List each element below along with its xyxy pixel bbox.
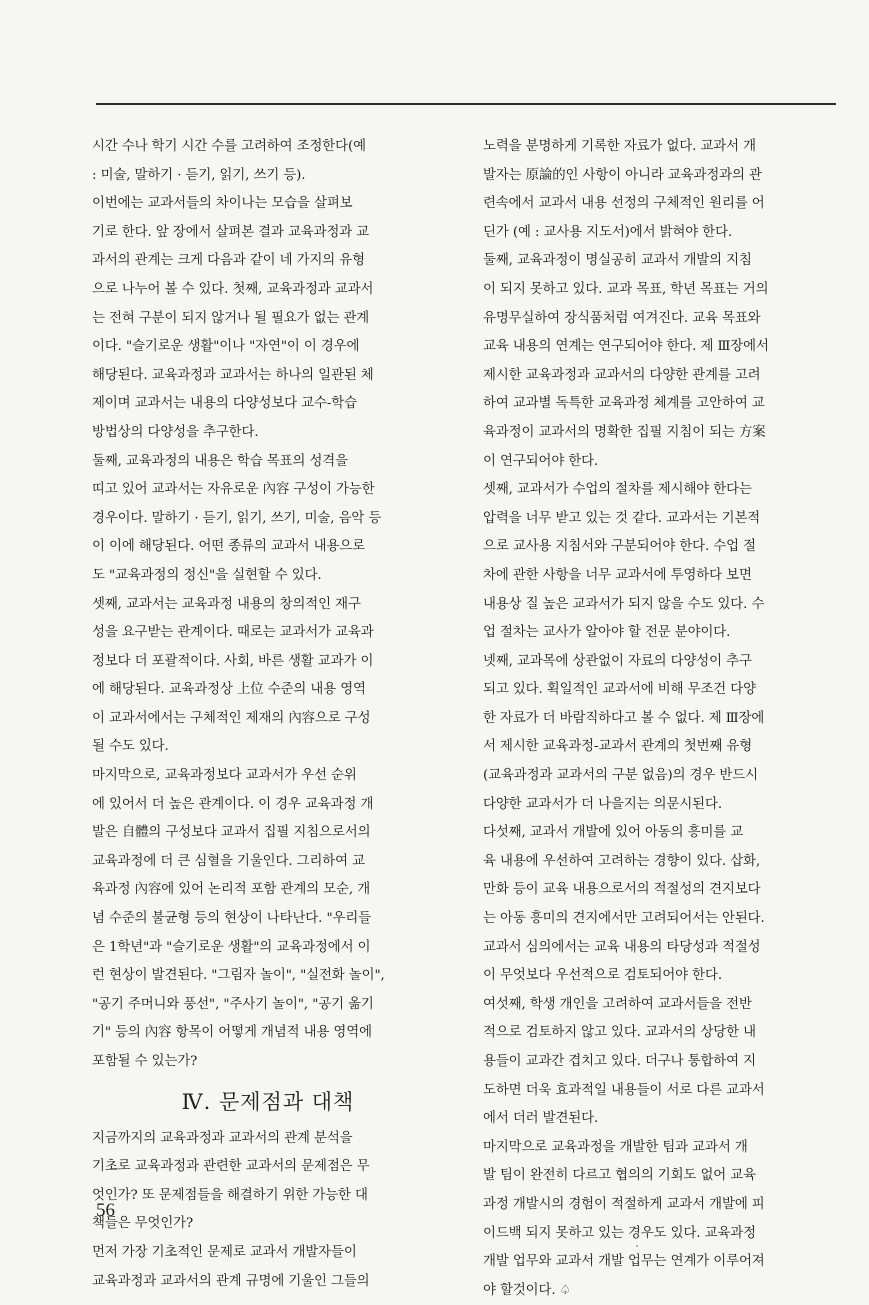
paragraph: 이번에는 교과서들의 차이나는 모습을 살펴보 기로 한다. 앞 장에서 살펴본 결과 교육과정과 교 과서의 관계는 크게 다음과 같이 네 가지의 유형 으로 나누어 볼 수 있다. 첫째, 교육과정과 교과서 는 전혀 구분이 되지 않거나 될 필요가 없는 관계 이다. "슬기로운 생활"이나 "자연"이 이 경우에 해당된다. 교육과정과 교과서는 하나의 일관된 체 제이며 교과서는 내용의 다양성보다 교수-학습 방법상의 다양성을 추구한다.: [92, 196, 374, 440]
paragraph: 먼저 가장 기초적인 문제로 교과서 개발자들이 교육과정과 교과서의 관계 규명에 기울인 그들의: [92, 1244, 370, 1289]
page-number: 56: [96, 1200, 115, 1221]
right-column: [483, 133, 839, 1305]
paragraph: 둘째, 교육과정의 내용은 학습 목표의 성격을 띠고 있어 교과서는 자유로운 內容 구성이 가능한 경우이다. 말하기 · 듣기, 읽기, 쓰기, 미술, 음악 등 이 이에 해당된다. 어떤 종류의 교과서 내용으로 도 "교육과정의 정신"을 실현할 수 있다.: [92, 453, 382, 583]
header-rule: [96, 103, 836, 105]
paragraph: 시간 수나 학기 시간 수를 고려하여 조정한다(예 : 미술, 말하기 · 듣기, 읽기, 쓰기 등).: [92, 139, 366, 183]
paragraph: 셋째, 교과서는 교육과정 내용의 창의적인 재구 성을 요구받는 관계이다. 때로는 교과서가 교육과 정보다 더 포괄적이다. 사회, 바른 생활 교과가 이 에 해당된다. 교육과정상 上位 수준의 내용 영역 이 교과서에서는 구체적인 제재의 內容으로 구성 될 수도 있다.: [92, 596, 374, 755]
paragraph: 지금까지의 교육과정과 교과서의 관계 분석을 기초로 교육과정과 관련한 교과서의 문제점은 무 엇인가? 또 문제점들을 해결하기 위한 가능한 대 책들은 무엇인가?: [92, 1130, 370, 1232]
paragraph: 노력을 분명하게 기록한 자료가 없다. 교과서 개 발자는 原論的인 사항이 아니라 교육과정과의 관 련속에서 교과서 내용 선정의 구체적인 원리를 어 딘가 (예 : 교사용 지도서)에서 밝혀야 한다.: [483, 139, 765, 240]
end-mark-icon: ♤: [559, 1282, 572, 1298]
scan-speck: [636, 1245, 638, 1247]
paragraph: 다섯째, 교과서 개발에 있어 아동의 흥미를 교 육 내용에 우선하여 고려하는 경향이 있다. 삽화, 만화 등이 교육 내용으로서의 적절성의 견지보다 는 아동 흥미의 견지에서만 고려되어서는 안된다. 교과서 심의에서는 교육 내용의 타당성과 적절성 이 무엇보다 우선적으로 검토되어야 한다.: [483, 825, 765, 984]
paragraph: 둘째, 교육과정이 명실공히 교과서 개발의 지침 이 되지 못하고 있다. 교과 목표, 학년 목표는 거의 유명무실하여 장식품처럼 여겨진다. 교육 목표와 교육 내용의 연계는 연구되어야 한다. 제 Ⅲ장에서 제시한 교육과정과 교과서의 다양한 관계를 고려 하여 교과별 독특한 교육과정 체계를 고안하여 교 육과정이 교과서의 명확한 집필 지침이 되는 方案 이 연구되어야 한다.: [483, 253, 769, 469]
paragraph: 넷째, 교과목에 상관없이 자료의 다양성이 추구 되고 있다. 획일적인 교과서에 비해 무조건 다양 한 자료가 더 바람직하다고 볼 수 없다. 제 Ⅲ장에 서 제시한 교육과정-교과서 관계의 첫번째 유형 (교육과정과 교과서의 구분 없음)의 경우 반드시 다양한 교과서가 더 나을지는 의문시된다.: [483, 653, 765, 812]
paragraph-final: [483, 1134, 839, 1305]
paragraph: 여섯째, 학생 개인을 고려하여 교과서들을 전반 적으로 검토하지 않고 있다. 교과서의 상당한 내 용들이 교과간 겹치고 있다. 더구나 통합하여 지 도하면 더욱 효과적일 내용들이 서로 다른 교과서 에서 더러 발견된다.: [483, 996, 765, 1127]
paragraph: 마지막으로, 교육과정보다 교과서가 우선 순위 에 있어서 더 높은 관계이다. 이 경우 교육과정 개 발은 自體의 구성보다 교과서 집필 지침으로서의 교육과정에 더 큰 심혈을 기울인다. 그리하여 교 육과정 內容에 있어 논리적 포함 관계의 모순, 개 념 수준의 불균형 등의 현상이 나타난다. "우리들 은 1학년"과 "슬기로운 생활"의 교육과정에서 이 런 현상이 발견된다. "그림자 놀이", "실전화 놀이", "공기 주머니와 풍선", "주사기 놀이", "공기 옮기 기" 등의 內容 항목이 어떻게 개념적 내용 영역에 포함될 수 있는가?: [92, 768, 385, 1069]
paragraph: 셋째, 교과서가 수업의 절차를 제시해야 한다는 압력을 너무 받고 있는 것 같다. 교과서는 기본적 으로 교사용 지침서와 구분되어야 한다. 수업 절 차에 관한 사항을 너무 교과서에 투영하다 보면 내용상 질 높은 교과서가 되지 않을 수도 있다. 수 업 절차는 교사가 알아야 할 전문 분야이다.: [483, 482, 765, 641]
left-column: [92, 133, 444, 1296]
section-heading: Ⅳ. 문제점과 대책: [181, 1089, 355, 1114]
paragraph-text: 마지막으로 교육과정을 개발한 팀과 교과서 개 발 팀이 완전히 다르고 협의의 기회도 없어 교육 과정 개발시의 경험이 적절하게 교과서 개발에 피 이드백 되지 못하고 있는 경우도 있다. 교육과정 개발 업무와 교과서 개발 업무는 연계가 이루어져 야 할것이다.: [483, 1139, 765, 1298]
